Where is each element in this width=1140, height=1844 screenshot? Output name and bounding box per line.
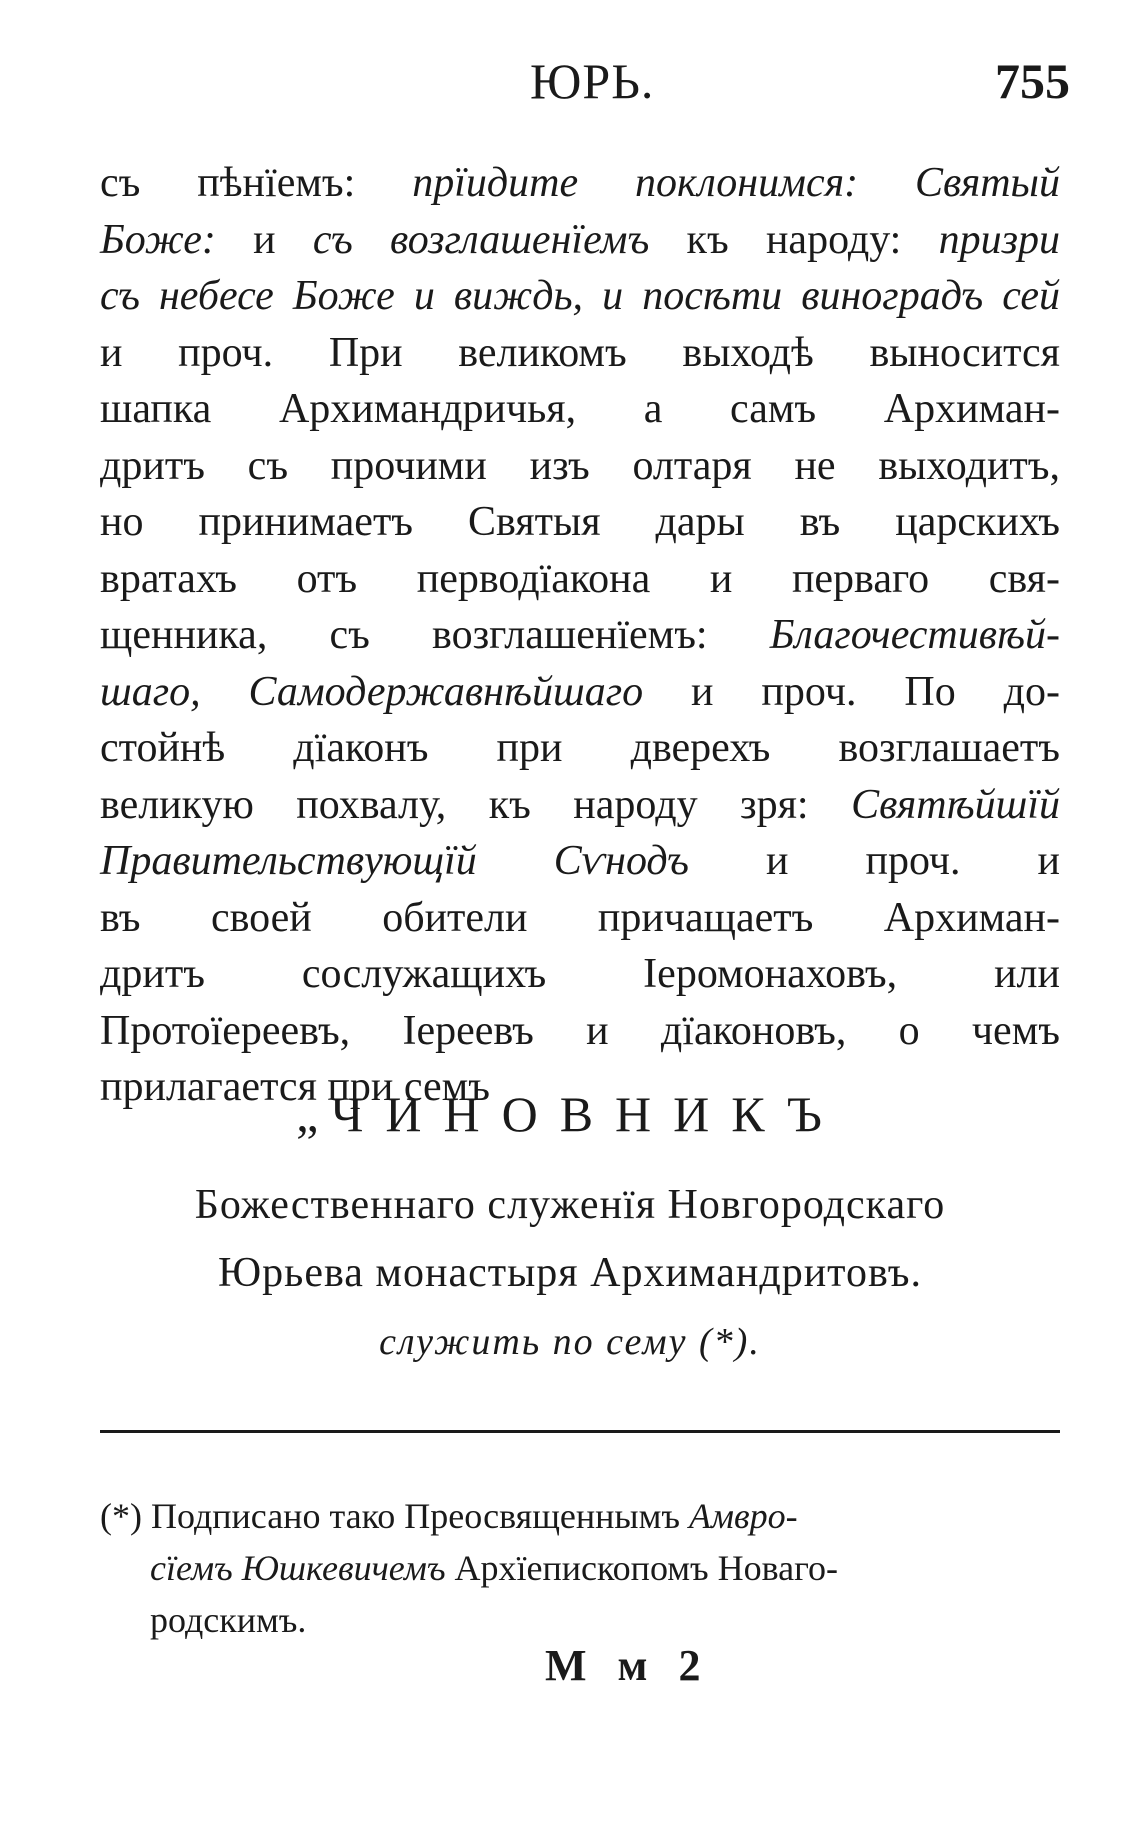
section-title-block (0, 1085, 1140, 1377)
body-paragraph (100, 155, 1060, 1116)
section-subtitle-line-1: Божественнаго служенїя Новгородскаго (194, 1182, 946, 1228)
page-header (0, 52, 1140, 122)
footnote (100, 1490, 1060, 1646)
running-title: ЮРЬ. (530, 53, 655, 109)
body-line-11: стойнѣ дїаконъ при дверехъ возглашаетъ (100, 725, 1060, 771)
body-line-17: прилагается при семъ (100, 1064, 490, 1110)
footnote-line-1: (*) Подписано тако Преосвященнымъ Амвро- (100, 1496, 798, 1536)
body-line-13: Правительствующїй Сѵнодъ и проч. и (100, 838, 1061, 884)
body-line-10: шаго, Самодержавнѣйшаго и проч. По до- (100, 668, 1060, 715)
footnote-line-2: сїемъ Юшкевичемъ Архїепископомъ Новаго- (150, 1548, 839, 1588)
body-line-5: шапка Архимандричья, а самъ Архиман- (100, 386, 1060, 432)
section-subtitle-line-3: служить по сему (*). (379, 1321, 761, 1363)
body-line-9: щенника, съ возглашенїемъ: Благочестивѣй- (100, 612, 1060, 658)
body-line-8: вратахъ отъ перводїакона и перваго свя- (100, 555, 1060, 602)
body-line-6: дритъ съ прочими изъ олтаря не выходитъ, (100, 442, 1060, 489)
printer-signature-mark: М м 2 (545, 1641, 711, 1690)
body-line-2: Боже: и съ возглашенїемъ къ народу: призри (100, 216, 1060, 263)
body-line-14: въ своей обители причащаетъ Архиман- (100, 894, 1060, 941)
section-title: „ЧИНОВНИКЪ (296, 1086, 844, 1142)
section-subtitle-line-2: Юрьева монастыря Архимандритовъ. (218, 1250, 922, 1296)
body-line-7: но принимаетъ Святыя дары въ царскихъ (100, 499, 1060, 545)
footnote-line-3: родскимъ. (150, 1600, 307, 1640)
body-line-4: и проч. При великомъ выходѣ выносится (100, 329, 1060, 376)
body-line-16: Протоїереевъ, Iереевъ и дїаконовъ, о чемъ (100, 1007, 1060, 1054)
footnote-divider (100, 1430, 1060, 1433)
body-line-15: дритъ сослужащихъ Iеромонаховъ, или (100, 951, 1060, 997)
body-line-12: великую похвалу, къ народу зря: Святѣйшїй (100, 781, 1060, 828)
body-line-3: съ небесе Боже и виждь, и посѣти виноградъ сей (100, 273, 1060, 319)
body-line-1: съ пѣнїемъ: прїидите поклонимся: Святый (100, 160, 1060, 206)
page-number: 755 (995, 53, 1070, 109)
